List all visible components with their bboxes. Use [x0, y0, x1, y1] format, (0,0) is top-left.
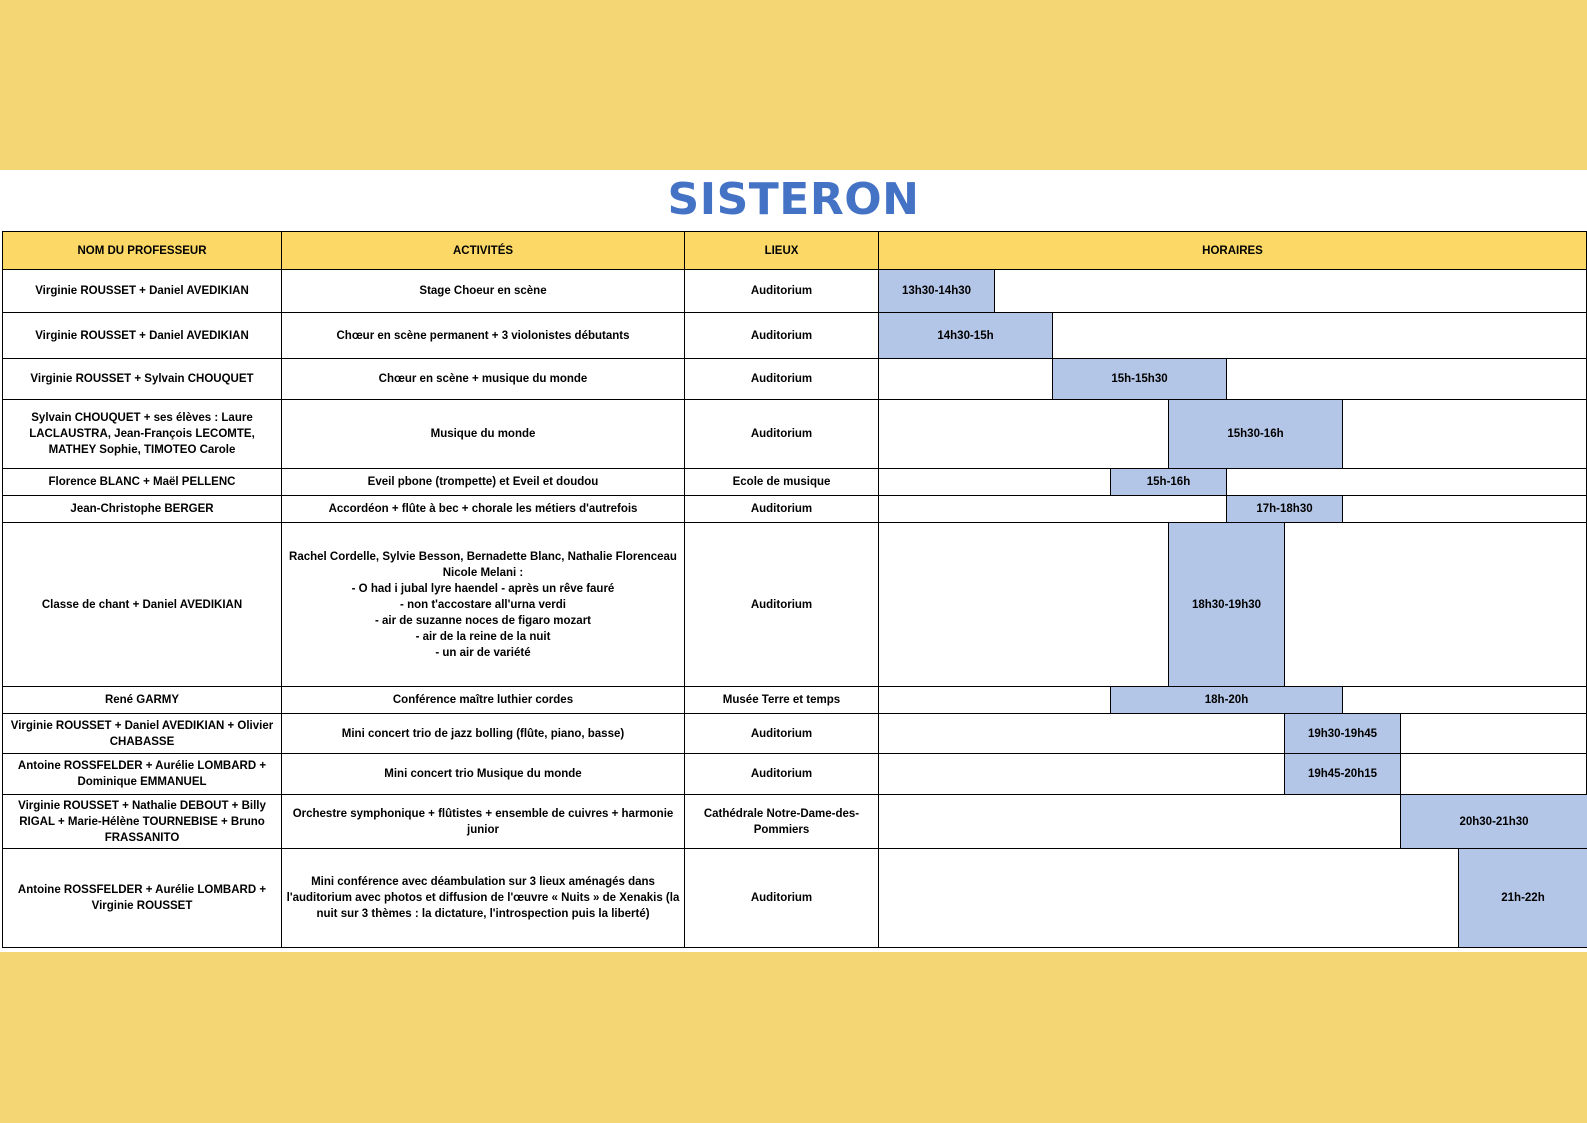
activite-cell: Conférence maître luthier cordes	[282, 687, 685, 714]
time-slot-bar: 17h-18h30	[1226, 496, 1343, 522]
table-row	[3, 359, 1587, 400]
activite-cell: Stage Choeur en scène	[282, 270, 685, 313]
timeline-cell	[879, 849, 1587, 948]
lieu-cell: Cathédrale Notre-Dame-des-Pommiers	[685, 795, 879, 849]
header-row	[3, 232, 1587, 270]
timeline-cell	[879, 687, 1587, 714]
lieu-cell: Auditorium	[685, 754, 879, 795]
time-slot-bar: 15h30-16h	[1168, 400, 1343, 468]
timeline-cell	[879, 270, 1587, 313]
professeur-cell: Florence BLANC + Maël PELLENC	[3, 469, 282, 496]
time-slot-bar: 15h-15h30	[1052, 359, 1227, 399]
timeline-cell	[879, 313, 1587, 359]
activite-cell: Mini concert trio de jazz bolling (flûte, piano, basse)	[282, 714, 685, 754]
lieu-cell: Auditorium	[685, 313, 879, 359]
header-lieux: LIEUX	[685, 232, 879, 270]
activite-line: Rachel Cordelle, Sylvie Besson, Bernadette Blanc, Nathalie Florenceau	[289, 550, 677, 563]
professeur-cell: Virginie ROUSSET + Daniel AVEDIKIAN	[3, 313, 282, 359]
timeline-cell	[879, 400, 1587, 469]
timeline-cell	[879, 795, 1587, 849]
table-row	[3, 714, 1587, 754]
table-row	[3, 400, 1587, 469]
activite-line: - air de la reine de la nuit	[415, 630, 551, 643]
lieu-cell: Auditorium	[685, 400, 879, 469]
header-professeur: NOM DU PROFESSEUR	[3, 232, 282, 270]
activite-line: - O had i jubal lyre haendel - après un rêve fauré	[351, 582, 615, 595]
activite-line: - non t'accostare all'urna verdi	[400, 598, 566, 611]
table-row	[3, 313, 1587, 359]
timeline-cell	[879, 359, 1587, 400]
activite-cell: Orchestre symphonique + flûtistes + ensemble de cuivres + harmonie junior	[282, 795, 685, 849]
time-slot-bar: 18h30-19h30	[1168, 523, 1285, 686]
professeur-cell: Virginie ROUSSET + Daniel AVEDIKIAN	[3, 270, 282, 313]
page-title: SISTERON	[667, 174, 920, 225]
time-slot-bar: 19h30-19h45	[1284, 714, 1401, 753]
time-slot-bar: 14h30-15h	[879, 313, 1053, 358]
activite-cell: Mini concert trio Musique du monde	[282, 754, 685, 795]
professeur-cell: René GARMY	[3, 687, 282, 714]
time-slot-bar: 18h-20h	[1110, 687, 1343, 713]
activite-line: Nicole Melani :	[442, 566, 524, 579]
activite-cell	[282, 523, 685, 687]
time-slot-bar: 20h30-21h30	[1400, 795, 1587, 848]
lieu-cell: Auditorium	[685, 496, 879, 523]
time-slot-bar: 19h45-20h15	[1284, 754, 1401, 794]
activite-cell: Chœur en scène + musique du monde	[282, 359, 685, 400]
lieu-cell: Auditorium	[685, 714, 879, 754]
table-row	[3, 469, 1587, 496]
table-row	[3, 687, 1587, 714]
professeur-cell: Classe de chant + Daniel AVEDIKIAN	[3, 523, 282, 687]
lieu-cell: Auditorium	[685, 270, 879, 313]
activite-cell: Musique du monde	[282, 400, 685, 469]
activite-line: - air de suzanne noces de figaro mozart	[375, 614, 591, 627]
time-slot-bar: 13h30-14h30	[879, 270, 995, 312]
lieu-cell: Auditorium	[685, 523, 879, 687]
timeline-cell	[879, 523, 1587, 687]
table-row	[3, 795, 1587, 849]
timeline-cell	[879, 714, 1587, 754]
professeur-cell: Virginie ROUSSET + Daniel AVEDIKIAN + Olivier CHABASSE	[3, 714, 282, 754]
table-row	[3, 523, 1587, 687]
lieu-cell: Musée Terre et temps	[685, 687, 879, 714]
timeline-cell	[879, 469, 1587, 496]
timeline-cell	[879, 754, 1587, 795]
professeur-cell: Virginie ROUSSET + Sylvain CHOUQUET	[3, 359, 282, 400]
table-row	[3, 270, 1587, 313]
header-horaires: HORAIRES	[879, 232, 1587, 270]
time-slot-bar: 15h-16h	[1110, 469, 1227, 495]
professeur-cell: Virginie ROUSSET + Nathalie DEBOUT + Billy RIGAL + Marie-Hélène TOURNEBISE + Bruno FRASSANITO	[3, 795, 282, 849]
schedule-table	[2, 231, 1587, 948]
header-activites: ACTIVITÉS	[282, 232, 685, 270]
activite-cell: Mini conférence avec déambulation sur 3 lieux aménagés dans l'auditorium avec photos et diffusion de l'œuvre « Nuits » de Xenakis (la nuit sur 3 thèmes : la dictature, l'introspection puis la liberté)	[282, 849, 685, 948]
professeur-cell: Jean-Christophe BERGER	[3, 496, 282, 523]
activite-cell: Chœur en scène permanent + 3 violonistes débutants	[282, 313, 685, 359]
timeline-cell	[879, 496, 1587, 523]
lieu-cell: Auditorium	[685, 359, 879, 400]
professeur-cell: Sylvain CHOUQUET + ses élèves : Laure LACLAUSTRA, Jean-François LECOMTE, MATHEY Sophie, TIMOTEO Carole	[3, 400, 282, 469]
lieu-cell: Ecole de musique	[685, 469, 879, 496]
table-row	[3, 754, 1587, 795]
professeur-cell: Antoine ROSSFELDER + Aurélie LOMBARD + Dominique EMMANUEL	[3, 754, 282, 795]
activite-line: - un air de variété	[435, 646, 531, 659]
lieu-cell: Auditorium	[685, 849, 879, 948]
activite-cell: Accordéon + flûte à bec + chorale les métiers d'autrefois	[282, 496, 685, 523]
table-row	[3, 849, 1587, 948]
table-row	[3, 496, 1587, 523]
time-slot-bar: 21h-22h	[1458, 849, 1587, 947]
professeur-cell: Antoine ROSSFELDER + Aurélie LOMBARD + Virginie ROUSSET	[3, 849, 282, 948]
activite-cell: Eveil pbone (trompette) et Eveil et doudou	[282, 469, 685, 496]
